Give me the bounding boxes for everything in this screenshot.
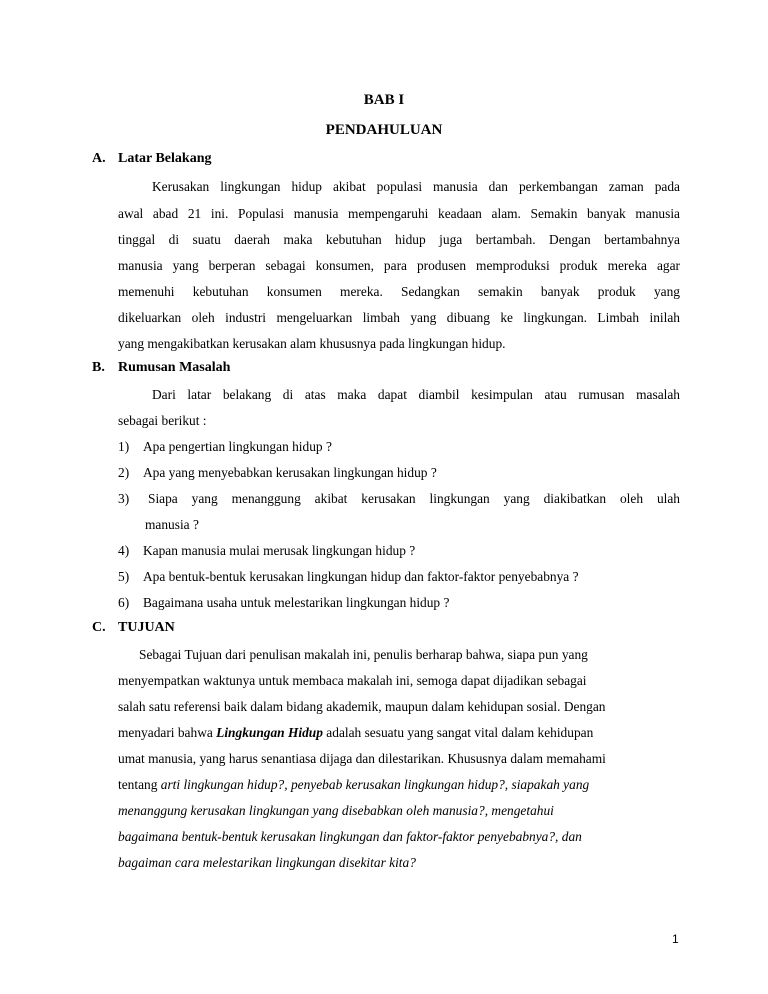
chapter-number: BAB I <box>363 92 405 108</box>
paragraph-line: awal abad 21 ini. Populasi manusia mempengaruhi keadaan alam. Semakin banyak manusia <box>118 206 680 221</box>
paragraph-line: umat manusia, yang harus senantiasa dijaga dan dilestarikan. Khususnya dalam memahami <box>118 751 606 766</box>
paragraph-line: sebagai berikut : <box>118 413 207 428</box>
section-letter: C. <box>92 620 106 635</box>
paragraph-line: dikeluarkan oleh industri mengeluarkan limbah yang dibuang ke lingkungan. Limbah inilah <box>118 310 680 325</box>
paragraph-line: Dari latar belakang di atas maka dapat diambil kesimpulan atau rumusan masalah <box>152 387 680 402</box>
paragraph-line: memenuhi kebutuhan konsumen mereka. Sedangkan semakin banyak produk yang <box>118 284 680 299</box>
emphasis-term: Lingkungan Hidup <box>216 725 323 740</box>
paragraph-line: yang mengakibatkan kerusakan alam khususnya pada lingkungan hidup. <box>118 336 506 351</box>
section-heading-text: TUJUAN <box>118 620 175 635</box>
list-item-continuation: manusia ? <box>145 517 199 532</box>
paragraph-line: bagaimana bentuk-bentuk kerusakan lingkungan dan faktor-faktor penyebabnya?, dan <box>118 829 582 844</box>
list-item: 4) Kapan manusia mulai merusak lingkungan hidup ? <box>118 543 416 558</box>
paragraph-line: tentang arti lingkungan hidup?, penyebab kerusakan lingkungan hidup?, siapakah yang <box>118 777 590 792</box>
list-item: 5) Apa bentuk-bentuk kerusakan lingkungan hidup dan faktor-faktor penyebabnya ? <box>118 569 579 584</box>
section-b-heading <box>92 360 230 376</box>
paragraph-line: menyempatkan waktunya untuk membaca makalah ini, semoga dapat dijadikan sebagai <box>118 673 587 688</box>
paragraph-line: Kerusakan lingkungan hidup akibat populasi manusia dan perkembangan zaman pada <box>152 179 680 194</box>
section-heading-text: Latar Belakang <box>118 151 212 166</box>
section-c-heading <box>92 620 175 636</box>
section-letter: B. <box>92 360 105 375</box>
paragraph-line: tinggal di suatu daerah maka kebutuhan hidup juga bertambah. Dengan bertambahnya <box>118 232 680 247</box>
list-item: 3) Siapa yang menanggung akibat kerusakan lingkungan yang diakibatkan oleh ulah <box>118 491 680 506</box>
paragraph-line: menyadari bahwa Lingkungan Hidup adalah sesuatu yang sangat vital dalam kehidupan <box>118 725 594 740</box>
list-item: 2) Apa yang menyebabkan kerusakan lingkungan hidup ? <box>118 465 437 480</box>
paragraph-line: bagaiman cara melestarikan lingkungan disekitar kita? <box>118 855 416 870</box>
page-number: 1 <box>672 932 679 946</box>
list-item: 6) Bagaimana usaha untuk melestarikan lingkungan hidup ? <box>118 595 450 610</box>
list-item: 1) Apa pengertian lingkungan hidup ? <box>118 439 332 454</box>
paragraph-line: manusia yang berperan sebagai konsumen, para produsen memproduksi produk mereka agar <box>118 258 680 273</box>
chapter-title: PENDAHULUAN <box>325 122 443 138</box>
section-a-heading <box>92 151 211 167</box>
section-heading-text: Rumusan Masalah <box>118 360 231 375</box>
paragraph-line: salah satu referensi baik dalam bidang akademik, maupun dalam kehidupan sosial. Dengan <box>118 699 606 714</box>
paragraph-line: menanggung kerusakan lingkungan yang disebabkan oleh manusia?, mengetahui <box>118 803 554 818</box>
section-letter: A. <box>92 151 106 166</box>
paragraph-line: Sebagai Tujuan dari penulisan makalah ini, penulis berharap bahwa, siapa pun yang <box>139 647 588 662</box>
